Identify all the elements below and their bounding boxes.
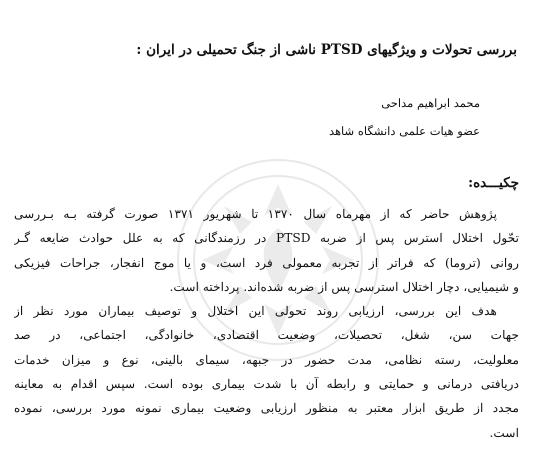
abstract-line: هدف این بررسی، ارزیابی روند تحولی این اختلال و توصیف بیماران مورد نظر از xyxy=(14,304,497,319)
abstract-body xyxy=(14,202,519,445)
abstract-heading: چکیـــده: xyxy=(468,175,519,191)
abstract-line: جهات سن، شغل، تحصیلات، وضعیت اقتصادی، خانوادگی، اجتماعی، در صد xyxy=(14,328,519,343)
author-affiliation: عضو هیات علمی دانشگاه شاهد xyxy=(328,124,480,138)
abstract-line: روانی (تروما) که فراتر از تجربه معمولی فرد است، و یا موج انفجار، جراحات فیزیکی xyxy=(14,255,519,270)
author-name: محمد ابراهیم مداحی xyxy=(381,96,480,110)
abstract-line: پژوهش حاضر که از مهرماه سال ۱۳۷۰ تا شهریور ۱۳۷۱ صورت گرفته بـه بـررسی xyxy=(14,207,497,221)
abstract-line: تحّول اختلال استرس پس از ضربه PTSD در رزمندگانی که به علل حوادث ضایعه گـر xyxy=(14,231,519,246)
abstract-line: مجدد از طریق ابزار معتبر به منظور ارزیابی وضعیت بیماری نمونه مورد بررسی، نموده xyxy=(14,401,519,416)
abstract-line: و شیمیایی، دچار اختلال استرسی پس از ضربه شده‌اند. پرداخته است. xyxy=(169,279,519,294)
paper-title: بررسی تحولات و ویژگیهای PTSD ناشی از جنگ تحمیلی در ایران : xyxy=(136,42,517,58)
abstract-line: دریافتی درمانی و حمایتی و رابطه آن با شدت بیماری بوده است. سپس اقدام به معاینه xyxy=(14,377,519,392)
abstract-line: است. xyxy=(489,425,519,440)
abstract-line: معلولیت، رسته نظامی، مدت حضور در جبهه، سیمای بالینی، نوع و میزان خدمات xyxy=(14,352,519,367)
